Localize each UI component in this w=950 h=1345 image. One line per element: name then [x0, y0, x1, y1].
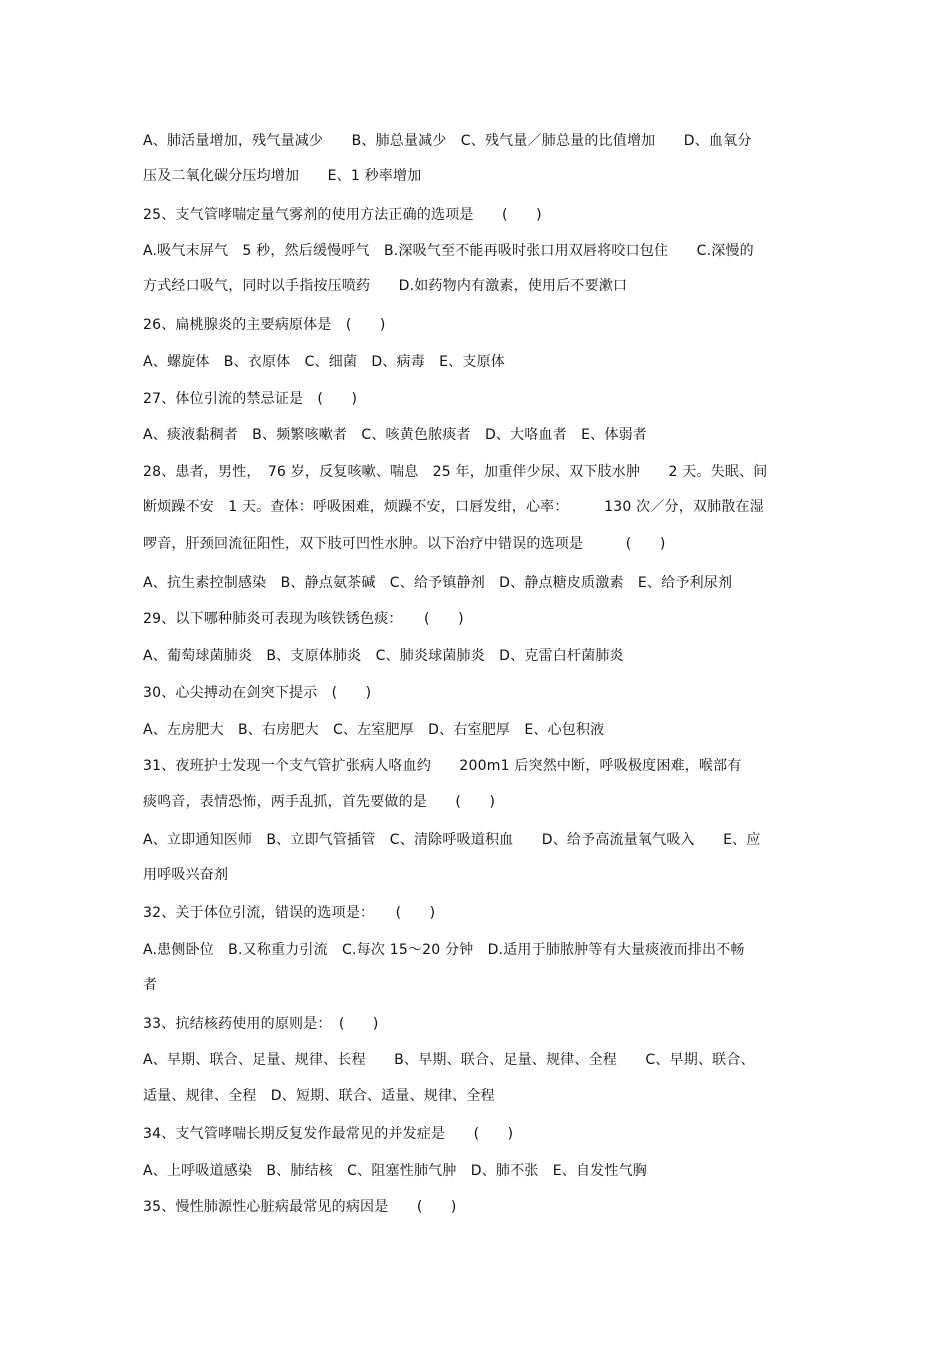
question-33: 33、抗结核药使用的原则是： ( )	[143, 1016, 379, 1032]
question-30: 30、心尖搏动在剑突下提示 ( )	[143, 685, 372, 701]
text-line: A.吸气末屏气 5 秒，然后缓慢呼气 B.深吸气至不能再吸时张口用双唇将咬口包住 C.深慢的	[143, 243, 754, 259]
question-29: 29、以下哪种肺炎可表现为咳铁锈色痰： ( )	[143, 611, 464, 627]
question-35: 35、慢性肺源性心脏病最常见的病因是 ( )	[143, 1199, 457, 1215]
question-26: 26、扁桃腺炎的主要病原体是 ( )	[143, 317, 386, 333]
text-line: A、立即通知医师 B、立即气管插管 C、清除呼吸道积血 D、给予高流量氧气吸入 E、应	[143, 832, 761, 848]
question-25: 25、支气管哮喘定量气雾剂的使用方法正确的选项是 ( )	[143, 207, 542, 223]
text-line: A、肺活量增加，残气量减少 B、肺总量减少 C、残气量／肺总量的比值增加 D、血氧分	[143, 133, 752, 149]
text-line: 痰鸣音，表情恐怖，两手乱抓，首先要做的是 ( )	[143, 794, 496, 810]
text-line: 啰音，肝颈回流征阳性，双下肢可凹性水肿。以下治疗中错误的选项是 ( )	[143, 536, 666, 552]
text-line: A、上呼吸道感染 B、肺结核 C、阻塞性肺气肿 D、肺不张 E、自发性气胸	[143, 1163, 647, 1179]
text-line: 压及二氧化碳分压均增加 E、1 秒率增加	[143, 168, 422, 184]
text-line: A、左房肥大 B、右房肥大 C、左室肥厚 D、右室肥厚 E、心包积液	[143, 722, 605, 738]
text-line: A、抗生素控制感染 B、静点氨茶碱 C、给予镇静剂 D、静点糖皮质激素 E、给予利尿剂	[143, 575, 733, 591]
text-line: 用呼吸兴奋剂	[143, 867, 229, 883]
question-28: 28、患者，男性， 76 岁，反复咳嗽、喘息 25 年，加重伴少尿、双下肢水肿 2 天。失眠、间	[143, 464, 768, 480]
text-line: A、痰液黏稠者 B、频繁咳嗽者 C、咳黄色脓痰者 D、大咯血者 E、体弱者	[143, 427, 647, 443]
text-line: A、螺旋体 B、衣原体 C、细菌 D、病毒 E、支原体	[143, 354, 505, 370]
text-line: A、葡萄球菌肺炎 B、支原体肺炎 C、肺炎球菌肺炎 D、克雷白杆菌肺炎	[143, 648, 624, 664]
question-27: 27、体位引流的禁忌证是 ( )	[143, 391, 358, 407]
text-line: 断烦躁不安 1 天。查体：呼吸困难，烦躁不安，口唇发绀，心率： 130 次／分，双肺散在湿	[143, 499, 764, 515]
text-line: A、早期、联合、足量、规律、长程 B、早期、联合、足量、规律、全程 C、早期、联合、	[143, 1052, 755, 1068]
text-line: 者	[143, 977, 158, 993]
question-31: 31、夜班护士发现一个支气管扩张病人咯血约 200m1 后突然中断，呼吸极度困难，喉部有	[143, 758, 742, 774]
text-line: A.患侧卧位 B.又称重力引流 C.每次 15～20 分钟 D.适用于肺脓肿等有大量痰液而排出不畅	[143, 942, 745, 958]
text-line: 方式经口吸气，同时以手指按压喷药 D.如药物内有激素，使用后不要漱口	[143, 278, 628, 294]
question-32: 32、关于体位引流，错误的选项是： ( )	[143, 905, 436, 921]
question-34: 34、支气管哮喘长期反复发作最常见的并发症是 ( )	[143, 1126, 514, 1142]
text-line: 适量、规律、全程 D、短期、联合、适量、规律、全程	[143, 1088, 495, 1104]
